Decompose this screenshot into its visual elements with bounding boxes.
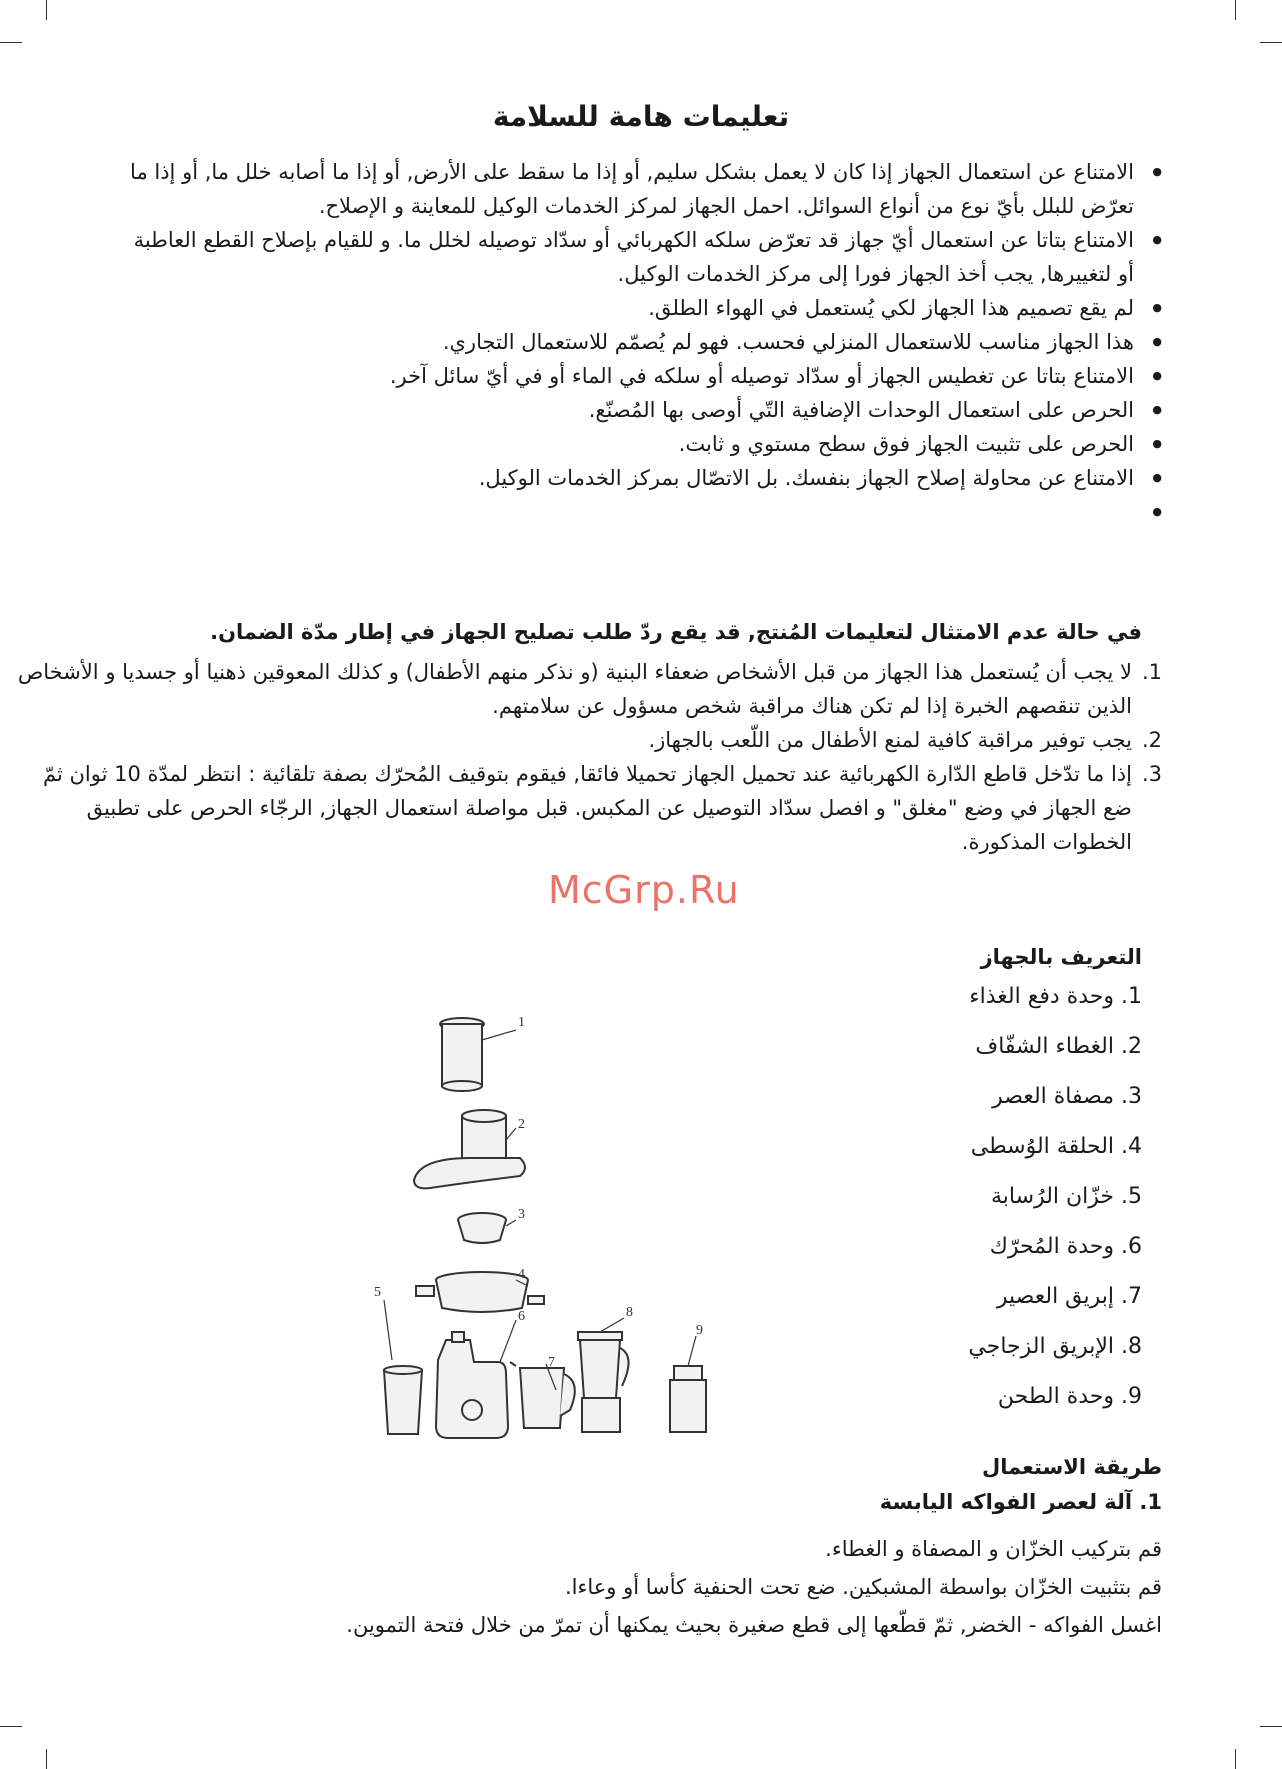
juice-jug-part bbox=[510, 1362, 575, 1428]
diagram-label: 3 bbox=[518, 1207, 525, 1222]
lid-part bbox=[414, 1110, 525, 1188]
list-item: 6. وحدة المُحرّك bbox=[989, 1234, 1142, 1259]
list-item: 1. وحدة دفع الغذاء bbox=[969, 984, 1142, 1009]
list-item: ● لم يقع تصميم هذا الجهاز لكي يُستعمل في الهواء الطلق. bbox=[112, 291, 1162, 325]
parts-heading: التعريف بالجهاز bbox=[980, 945, 1142, 969]
list-item: اغسل الفواكه - الخضر, ثمّ قطّعها إلى قطع صغيرة بحيث يمكنها أن تمرّ من خلال فتحة التموين. bbox=[346, 1613, 1162, 1637]
list-item: ● الحرص على استعمال الوحدات الإضافية التّي أوصى بها المُصنّع. bbox=[112, 393, 1162, 427]
list-item: 8. الإبريق الزجاجي bbox=[968, 1334, 1142, 1359]
list-item: قم بتركيب الخزّان و المصفاة و الغطاء. bbox=[825, 1537, 1162, 1561]
list-item bbox=[112, 495, 1162, 529]
list-item: ● الحرص على تثبيت الجهاز فوق سطح مستوي و ثابت. bbox=[112, 427, 1162, 461]
safety-bullet-list bbox=[112, 155, 1162, 529]
list-item: 7. إبريق العصير bbox=[996, 1284, 1142, 1309]
grinder-part bbox=[670, 1366, 706, 1432]
list-item bbox=[12, 655, 1162, 723]
diagram-label: 6 bbox=[518, 1309, 525, 1324]
diagram-label: 9 bbox=[696, 1323, 703, 1338]
item-text: إذا ما تدّخل قاطع الدّارة الكهربائية عند تحميل الجهاز تحميلا فائقا, فيقوم بتوقيف المُحرّك بصفة تلقائية : انتظر لمدّة 10 ثوان ثمّ ضع الجهاز في وضع "مغلق" و افصل سدّاد التوصيل عن المكبس. قبل مواصلة استعمال الجهاز, الرجّاء الحرص على تطبيق الخطوات المذكورة. bbox=[42, 762, 1132, 854]
list-item bbox=[12, 723, 1162, 757]
glass-jug-part bbox=[578, 1332, 629, 1432]
list-item: 4. الحلقة الوُسطى bbox=[970, 1134, 1142, 1159]
juicer-diagram bbox=[370, 990, 810, 1450]
item-text: يجب توفير مراقبة كافية لمنع الأطفال من اللّعب بالجهاز. bbox=[648, 728, 1132, 752]
list-item: ● هذا الجهاز مناسب للاستعمال المنزلي فحسب. فهو لم يُصمّم للاستعمال التجاري. bbox=[112, 325, 1162, 359]
parts-list bbox=[968, 980, 1142, 1430]
usage-subheading: 1. آلة لعصر الفواكه اليابسة bbox=[879, 1490, 1162, 1514]
list-item: 3. مصفاة العصر bbox=[992, 1084, 1142, 1109]
list-item: ● الامتناع بتاتا عن تغطيس الجهاز أو سدّاد توصيله أو سلكه في الماء أو في أيّ سائل آخر. bbox=[112, 359, 1162, 393]
diagram-label: 7 bbox=[548, 1355, 555, 1370]
numbered-list bbox=[12, 655, 1162, 859]
diagram-label: 1 bbox=[518, 1015, 525, 1030]
list-item: ● الامتناع عن استعمال الجهاز إذا كان لا يعمل بشكل سليم, أو إذا ما سقط على الأرض, أو إذا ما أصابه خلل ما, أو إذا ما تعرّض للبلل بأيّ نوع من أنواع السوائل. احمل الجهاز لمركز الخدمات الوكيل للمعاينة و الإصلاح. bbox=[112, 155, 1162, 223]
watermark: McGrp.Ru bbox=[548, 868, 740, 912]
list-item: 2. الغطاء الشفّاف bbox=[975, 1034, 1142, 1059]
page-title: تعليمات هامة للسلامة bbox=[492, 100, 790, 133]
list-item bbox=[12, 757, 1162, 859]
list-item: 5. خزّان الرُسابة bbox=[991, 1184, 1142, 1209]
warranty-warning: في حالة عدم الامتثال لتعليمات المُنتج, قد يقع ردّ طلب تصليح الجهاز في إطار مدّة الضمان. bbox=[210, 620, 1142, 644]
list-item: 9. وحدة الطحن bbox=[997, 1384, 1142, 1409]
pulp-container-part bbox=[384, 1366, 422, 1434]
item-number: 1. bbox=[1141, 660, 1162, 684]
item-number: 2. bbox=[1141, 728, 1162, 752]
diagram-label: 5 bbox=[374, 1285, 381, 1300]
diagram-label: 8 bbox=[626, 1305, 633, 1320]
usage-heading: طريقة الاستعمال bbox=[982, 1455, 1162, 1479]
item-text: لا يجب أن يُستعمل هذا الجهاز من قبل الأشخاص ضعفاء البنية (و نذكر منهم الأطفال) و كذلك المعوقين ذهنيا أو جسديا و الأشخاص الذين تنقصهم الخبرة إذا لم تكن هناك مراقبة شخص مسؤول عن سلامتهم. bbox=[17, 660, 1132, 718]
filter-part bbox=[458, 1213, 506, 1243]
usage-steps bbox=[62, 1530, 1162, 1644]
list-item: ● الامتناع عن محاولة إصلاح الجهاز بنفسك. بل الاتصّال بمركز الخدمات الوكيل. bbox=[112, 461, 1162, 495]
item-number: 3. bbox=[1141, 762, 1162, 786]
list-item: ● الامتناع بتاتا عن استعمال أيّ جهاز قد تعرّض سلكه الكهربائي أو سدّاد توصيله لخلل ما. و للقيام بإصلاح القطع العاطبة أو لتغييرها, يجب أخذ الجهاز فورا إلى مركز الخدمات الوكيل. bbox=[112, 223, 1162, 291]
food-pusher-part bbox=[440, 1018, 484, 1091]
list-item: قم بتثبيت الخزّان بواسطة المشبكين. ضع تحت الحنفية كأسا أو وعاءا. bbox=[564, 1575, 1162, 1599]
diagram-label: 4 bbox=[518, 1267, 525, 1282]
motor-base-part bbox=[436, 1332, 508, 1438]
diagram-label: 2 bbox=[518, 1117, 525, 1132]
